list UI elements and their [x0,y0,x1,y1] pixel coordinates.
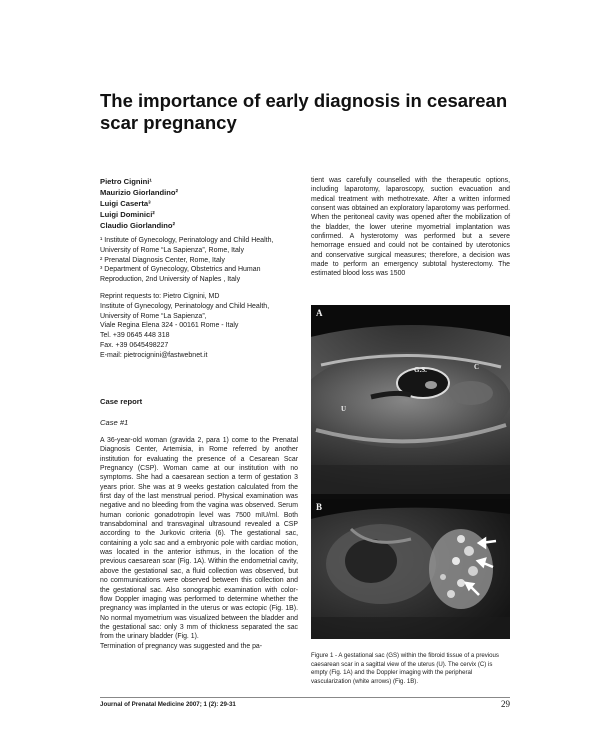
reprint-line: Tel. +39 0645 448 318 [100,332,170,340]
section-heading: Case report [100,397,143,406]
author-name: Luigi Dominici² [100,210,155,219]
body-paragraph: Termination of pregnancy was suggested and the pa- [100,642,263,650]
body-right-column: tient was carefully counselled with the therapeutic options, including laparotomy, laparoscopy, suction evacuation and medical treatment with methotrexate. After a written informed consent was obtained an exploratory laparotomy was performed. When the peritoneal cavity was opened after the mobilization of the bladder, the lower uterine myometrial implantation was confirmed. A hysterotomy was performed but a severe hemorrage ensued and could not be contained by uterotonics and conservative surgical measures; therefore, a decision was made to perform an emergency subtotal hysterectomy. The estimated blood loss was 1500 [311,177,510,278]
affiliation: ¹ Institute of Gynecology, Perinatology and Child Health, University of Rome “La Sapienza”, Rome, Italy [100,237,274,254]
affiliation: ³ Department of Gynecology, Obstetrics and Human Reproduction, 2nd University of Naples , Italy [100,266,261,284]
author-name: Luigi Caserta³ [100,199,151,208]
author-name: Pietro Cignini¹ [100,177,152,186]
author-name: Claudio Giorlandino² [100,221,176,230]
cervix-label: C [474,363,480,371]
reprint-line: Institute of Gynecology, Perinatology and Child Health, University of Rome “La Sapienza”, [100,302,270,320]
case-heading: Case #1 [100,418,129,427]
ultrasound-image-a [311,305,510,494]
ultrasound-image-b [311,499,510,639]
reprint-line: Reprint requests to: Pietro Cignini, MD [100,293,220,300]
reprint-line: Fax. +39 0645498227 [100,341,169,349]
affiliation: ² Prenatal Diagnosis Center, Rome, Italy [100,256,225,264]
ultrasound-panel-a [311,305,510,494]
figure-1 [311,305,510,639]
panel-letter-a: A [316,308,323,318]
gestational-sac-label: G.S. [414,366,427,374]
author-name: Maurizio Giorlandino² [100,188,179,197]
page-number: 29 [501,699,510,709]
affiliations [100,236,298,285]
uterus-label: U [341,405,347,413]
reprint-requests [100,292,298,361]
author-list [100,176,300,231]
article-title: The importance of early diagnosis in cesarean scar pregnancy [100,90,508,133]
figure-caption: Figure 1 - A gestational sac (GS) within the fibroid tissue of a previous caesarean scar in a sagittal view of the uterus (U). The cervix (C) is empty (Fig. 1A) and the Doppler imaging with the peripheral vascularization (white arrows) (Fig. 1B). [311,652,499,685]
body-left-column [100,436,298,651]
reprint-email: E-mail: pietrocignini@fastwebnet.it [100,351,208,359]
ultrasound-panel-b [311,499,510,639]
reprint-line: Viale Regina Elena 324 - 00161 Rome - Italy [100,322,239,330]
body-paragraph: A 36-year-old woman (gravida 2, para 1) come to the Prenatal Diagnosis Center, Artemisia, in Rome referred by another institution for evaluating the presence of a Cesarean Scar Pregnancy (CSP). Woman came at our institution with no symptoms. She had a caesarean section a term of gestation 3 years prior. She was at 9 weeks gestation calculated from the first day of the last menstrual period. Physical examination was negative and no bleeding from the vagina was observed. Serum human corionic gonadotropin level was 7500 mIU/ml. Both transabdominal and transvaginal ultrasound revealed a CSP according to the Jurkovic criteria (6). The gestational sac, containing a yolc sac and a embryonic pole with cardiac motion, was located in the anterior isthmus, in the location of the previous caesarean scar (Fig. 1A). Within the endometrial cavity, above the gestational sac, a fluid collection was observed, but no communications were observed between this collection and the gestational sac. Also sonographic examination with color-flow Doppler imaging was performed to determine whether the pregnancy was implanted in the uterus or was ectopic (Fig. 1B). No normal myometrium was visualized between the bladder and the gestational sac: only 3 mm of thickness separated the sac from the urinary bladder (Fig. 1). [100,437,298,641]
journal-footer: Journal of Prenatal Medicine 2007; 1 (2): 29-31 [100,701,236,708]
footer-divider [100,697,510,698]
panel-letter-b: B [316,502,323,512]
